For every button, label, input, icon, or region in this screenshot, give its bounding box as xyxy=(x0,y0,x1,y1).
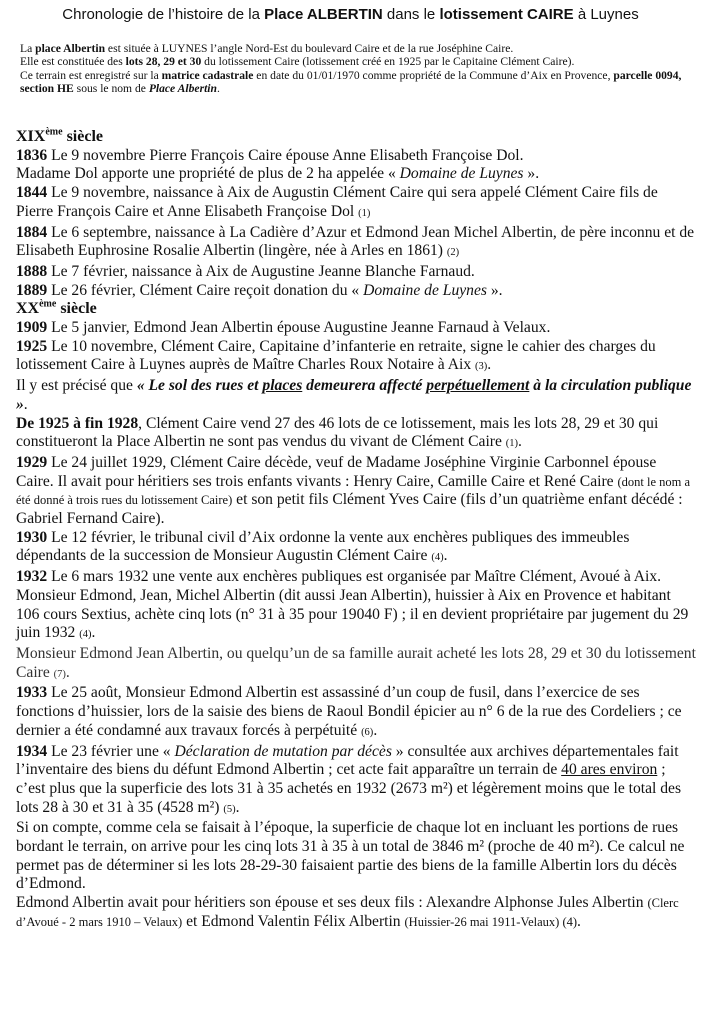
entry-1909: 1909 Le 5 janvier, Edmond Jean Albertin épouse Augustine Jeanne Farnaud à Velaux. xyxy=(16,319,551,337)
footnote-ref: (4) xyxy=(79,629,92,641)
year-label: 1909 xyxy=(16,319,48,337)
entry-1925: 1925 Le 10 novembre, Clément Caire, Capitaine d’infanterie en retraite, signe le cahier des charges du lotissement Caire à Luynes auprès de Maître Charles Roux Notaire à Aix (3). Il y est précisé que « Le sol des rues et places demeurera affecté perpétuellement à la circulation publique ». xyxy=(16,337,692,413)
year-label: 1884 xyxy=(16,223,48,241)
footnote-ref: (1) xyxy=(358,207,371,219)
quoted-clause: « Le sol des rues et places demeurera affecté perpétuellement à la circulation publique » xyxy=(16,377,692,413)
footnote-ref: (1) xyxy=(505,438,519,450)
year-label: 1925 xyxy=(16,337,48,355)
century-heading-19: XIXème siècle xyxy=(16,126,103,145)
intro-line-3: Ce terrain est enregistré sur la matrice cadastrale en date du 01/01/1970 comme propriété de la Commune d’Aix en Provence, parcelle 0094, section HE sous le nom de Place Albertin. xyxy=(20,68,682,96)
year-label: De 1925 à fin 1928 xyxy=(16,414,139,432)
year-label: 1844 xyxy=(16,184,48,202)
entry-1933: 1933 Le 25 août, Monsieur Edmond Albertin est assassiné d’un coup de fusil, dans l’exercice de ses fonctions d’huissier, lors de la saisie des biens de Raoul Bondil épicier au n° 6 de la rue des Cordeliers ; ce dernier a été condamné aux travaux forcés à perpétuité (6). xyxy=(16,684,682,739)
year-label: 1930 xyxy=(16,528,48,546)
entry-1930: 1930 Le 12 février, le tribunal civil d’Aix ordonne la vente aux enchères publiques des immeubles dépendants de la succession de Monsieur Augustin Clément Caire (4). xyxy=(16,528,630,565)
entry-1884: 1884 Le 6 septembre, naissance à La Cadière d’Azur et Edmond Jean Michel Albertin, de père inconnu et de Elisabeth Euphrosine Rosalie Albertin (lingère, née à Arles en 1861) (2) xyxy=(16,223,695,260)
century-heading-20: XXème siècle xyxy=(16,299,97,318)
footnote-ref: (3) xyxy=(475,361,488,373)
intro-line-1: La place Albertin est située à LUYNES l’angle Nord-Est du boulevard Caire et de la rue Joséphine Caire. xyxy=(20,42,514,55)
footnote-ref: (2) xyxy=(446,247,460,259)
year-label: 1932 xyxy=(16,568,48,586)
chronology-body xyxy=(16,128,696,932)
footnote-ref: (6) xyxy=(361,726,374,738)
title-lotissement: lotissement CAIRE xyxy=(439,6,574,23)
footnote-ref: (7) xyxy=(53,668,66,680)
small-note: (dont le nom a été donné à trois rues du lotissement Caire) xyxy=(16,474,691,508)
year-label: 1929 xyxy=(16,453,48,471)
year-label: 1836 xyxy=(16,146,48,164)
year-label: 1889 xyxy=(16,281,48,299)
entry-1888: 1888 Le 7 février, naissance à Aix de Augustine Jeanne Blanche Farnaud. xyxy=(16,262,475,280)
title-place: Place ALBERTIN xyxy=(264,6,383,23)
footnote-ref: (4) xyxy=(431,552,444,564)
paragraph-calculation: Si on compte, comme cela se faisait à l’époque, la superficie de chaque lot en incluant les portions de rues bordant le terrain, on arrive pour les cinq lots 31 à 35 à un total de 3846 m² (proche de 40 m²). Ce calcul ne permet pas de déterminer si les lots 28-29-30 faisaient partie des biens de la famille Albertin lors du décès d’Edmond. xyxy=(16,819,685,893)
intro-block xyxy=(20,42,692,96)
entry-1934: 1934 Le 23 février une « Déclaration de mutation par décès » consultée aux archives départementales fait l’inventaire des biens du défunt Edmond Albertin ; cet acte fait apparaître un terrain de 40 ares environ ; c’est plus que la superficie des lots 31 à 35 achetés en 1932 (2673 m²) et légèrement moins que le total des lots 28 à 30 et 31 à 35 (4528 m²) (5). xyxy=(16,742,682,816)
year-label: 1933 xyxy=(16,684,48,702)
document-title: Chronologie de l’histoire de la Place ALBERTIN dans le lotissement CAIRE à Luynes xyxy=(62,6,639,23)
intro-line-2: Elle est constituée des lots 28, 29 et 30 du lotissement Caire (lotissement créé en 1925 par le Capitaine Clément Caire). xyxy=(20,55,575,69)
entry-1929: 1929 Le 24 juillet 1929, Clément Caire décède, veuf de Madame Joséphine Virginie Carbonnel épouse Caire. Il avait pour héritiers ses trois enfants vivants : Henry Caire, Camille Caire et René Caire (dont le nom a été donné à trois rues du lotissement Caire) et son petit fils Clément Yves Caire (fils d’un quatrième enfant décédé : Gabriel Fernand Caire). xyxy=(16,453,691,528)
paragraph-heirs: Edmond Albertin avait pour héritiers son épouse et ses deux fils : Alexandre Alphonse Jules Albertin (Clerc d’Avoué - 2 mars 1910 – Velaux) et Edmond Valentin Félix Albertin (Huissier-26 mai 1911-Velaux) (4). xyxy=(16,894,679,930)
entry-1932: 1932 Le 6 mars 1932 une vente aux enchères publiques est organisée par Maître Clément, Avoué à Aix. Monsieur Edmond, Jean, Michel Albertin (dit aussi Jean Albertin), huissier à Aix en Provence et habitant 106 cours Sextius, achète cinq lots (n° 31 à 35 pour 19040 F) ; il en devient propriétaire par jugement du 29 juin 1932 (4). xyxy=(16,568,689,642)
entry-1925-1928: De 1925 à fin 1928, Clément Caire vend 27 des 46 lots de ce lotissement, mais les lots 28, 29 et 30 qui constitueront la Place Albertin ne sont pas vendus du vivant de Clément Caire (1). xyxy=(16,414,659,451)
entry-1889: 1889 Le 26 février, Clément Caire reçoit donation du « Domaine de Luynes ». xyxy=(16,281,503,299)
footnote-ref: (5) xyxy=(223,803,236,815)
year-label: 1888 xyxy=(16,262,48,280)
entry-1844: 1844 Le 9 novembre, naissance à Aix de Augustin Clément Caire qui sera appelé Clément Caire fils de Pierre François Caire et Anne Elisabeth Françoise Dol (1) xyxy=(16,184,658,220)
year-label: 1934 xyxy=(16,742,48,760)
entry-1836: 1836 Le 9 novembre Pierre François Caire épouse Anne Elisabeth Françoise Dol. Madame Dol apporte une propriété de plus de 2 ha appelée « Domaine de Luynes ». xyxy=(16,146,540,183)
note-lots-28-30: Monsieur Edmond Jean Albertin, ou quelqu’un de sa famille aurait acheté les lots 28, 29 et 30 du lotissement Caire (7). xyxy=(16,644,696,681)
